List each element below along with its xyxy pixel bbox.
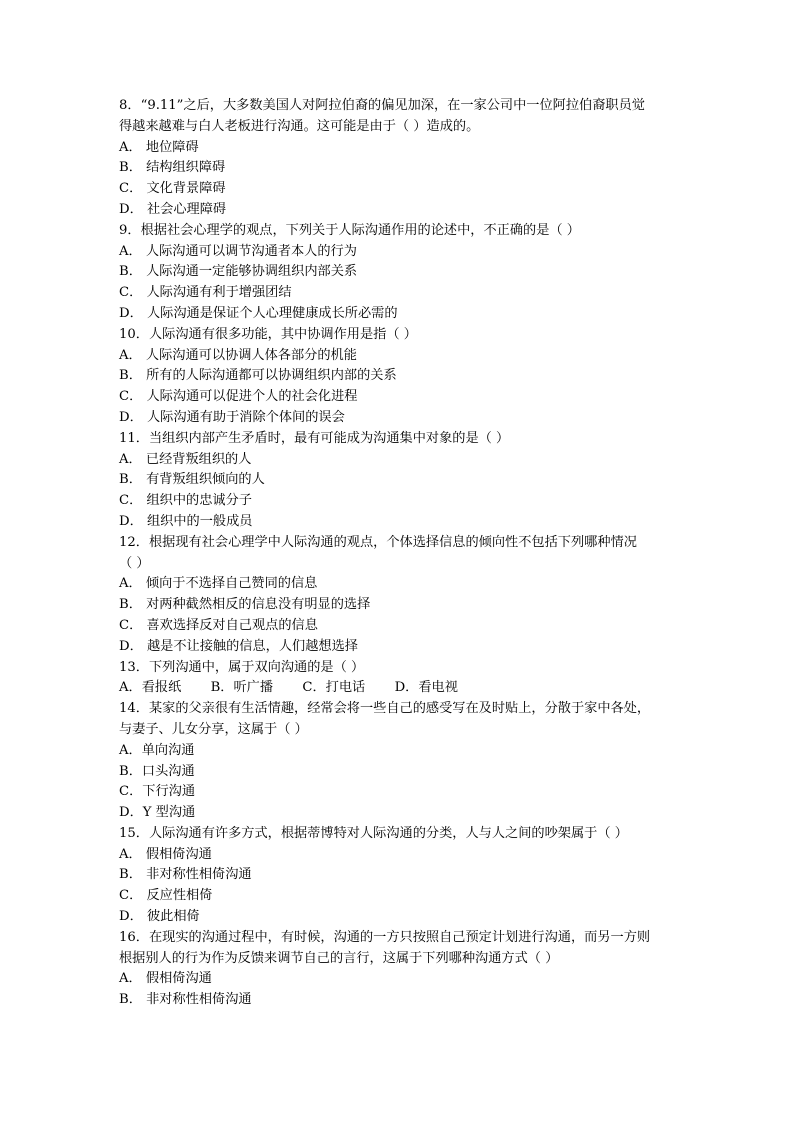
option-a: A． 人际沟通可以协调人体各部分的机能	[119, 347, 357, 363]
question-14	[119, 699, 679, 824]
option-d: D． 越是不让接触的信息，人们越想选择	[119, 638, 358, 654]
question-text: 11．当组织内部产生矛盾时，最有可能成为沟通集中对象的是（ ）	[119, 430, 510, 446]
option-a: A． 人际沟通可以调节沟通者本人的行为	[119, 243, 357, 259]
question-text: 10．人际沟通有很多功能，其中协调作用是指（ ）	[119, 326, 417, 342]
option-b: B．口头沟通	[119, 763, 195, 779]
option-a: A． 倾向于不选择自己赞同的信息	[119, 576, 318, 592]
option-c: C．下行沟通	[119, 784, 196, 800]
question-text: 13．下列沟通中，属于双向沟通的是（ ）	[119, 659, 365, 675]
option-a: A． 已经背叛组织的人	[119, 451, 252, 467]
question-text: （ ）	[119, 555, 150, 571]
option-a: A． 假相倚沟通	[119, 971, 212, 987]
option-b: B． 非对称性相倚沟通	[119, 867, 252, 883]
question-text: 与妻子、儿女分享，这属于（ ）	[119, 721, 308, 737]
question-15	[119, 824, 679, 928]
option-d: D． 社会心理障碍	[119, 201, 227, 217]
option-a: A． 假相倚沟通	[119, 846, 212, 862]
option-c: C． 文化背景障碍	[119, 181, 226, 197]
question-text: 14．某家的父亲很有生活情趣，经常会将一些自己的感受写在及时贴上，分散于家中各处，	[119, 701, 651, 717]
question-text: 得越来越难与白人老板进行沟通。这可能是由于（ ）造成的。	[119, 118, 480, 134]
question-8	[119, 96, 679, 221]
document-page	[119, 96, 679, 1011]
question-10	[119, 325, 679, 429]
option-b: B． 对两种截然相反的信息没有明显的选择	[119, 597, 371, 613]
option-b: B． 所有的人际沟通都可以协调组织内部的关系	[119, 368, 397, 384]
option-b: B． 非对称性相倚沟通	[119, 992, 252, 1008]
question-text: 8．“9.11”之后，大多数美国人对阿拉伯裔的偏见加深，在一家公司中一位阿拉伯裔职员觉	[119, 98, 645, 113]
option-c: C． 反应性相倚	[119, 888, 213, 904]
question-text: 16．在现实的沟通过程中，有时候，沟通的一方只按照自己预定计划进行沟通，而另一方则	[119, 929, 651, 945]
option-a: A． 地位障碍	[119, 139, 199, 155]
question-text: 9．根据社会心理学的观点，下列关于人际沟通作用的论述中，不正确的是（ ）	[119, 222, 580, 238]
question-text: 12．根据现有社会心理学中人际沟通的观点，个体选择信息的倾向性不包括下列哪种情况	[119, 534, 637, 550]
option-b: B． 人际沟通一定能够协调组织内部关系	[119, 264, 358, 280]
option-c: C． 人际沟通可以促进个人的社会化进程	[119, 389, 358, 405]
option-d: D． 组织中的一般成员	[119, 513, 253, 529]
option-c: C． 喜欢选择反对自己观点的信息	[119, 617, 318, 633]
option-d: D． 人际沟通是保证个人心理健康成长所必需的	[119, 305, 398, 321]
question-text: 根据别人的行为作为反馈来调节自己的言行，这属于下列哪种沟通方式（ ）	[119, 950, 559, 966]
option-a: A．单向沟通	[119, 742, 195, 758]
question-13	[119, 658, 679, 700]
question-16	[119, 928, 679, 1011]
question-text: 15．人际沟通有许多方式，根据蒂博特对人际沟通的分类，人与人之间的吵架属于（ ）	[119, 825, 628, 841]
option-b: B． 有背叛组织倾向的人	[119, 472, 265, 488]
option-c: C． 人际沟通有利于增强团结	[119, 285, 292, 301]
option-c: C． 组织中的忠诚分子	[119, 493, 252, 509]
inline-options: A．看报纸 B．听广播 C．打电话 D．看电视	[119, 680, 458, 696]
option-d: D． 人际沟通有助于消除个体间的误会	[119, 409, 345, 425]
question-12	[119, 533, 679, 658]
option-d: D．Y 型沟通	[119, 805, 196, 821]
option-b: B． 结构组织障碍	[119, 160, 226, 176]
option-d: D． 彼此相倚	[119, 909, 200, 925]
question-9	[119, 221, 679, 325]
question-11	[119, 429, 679, 533]
